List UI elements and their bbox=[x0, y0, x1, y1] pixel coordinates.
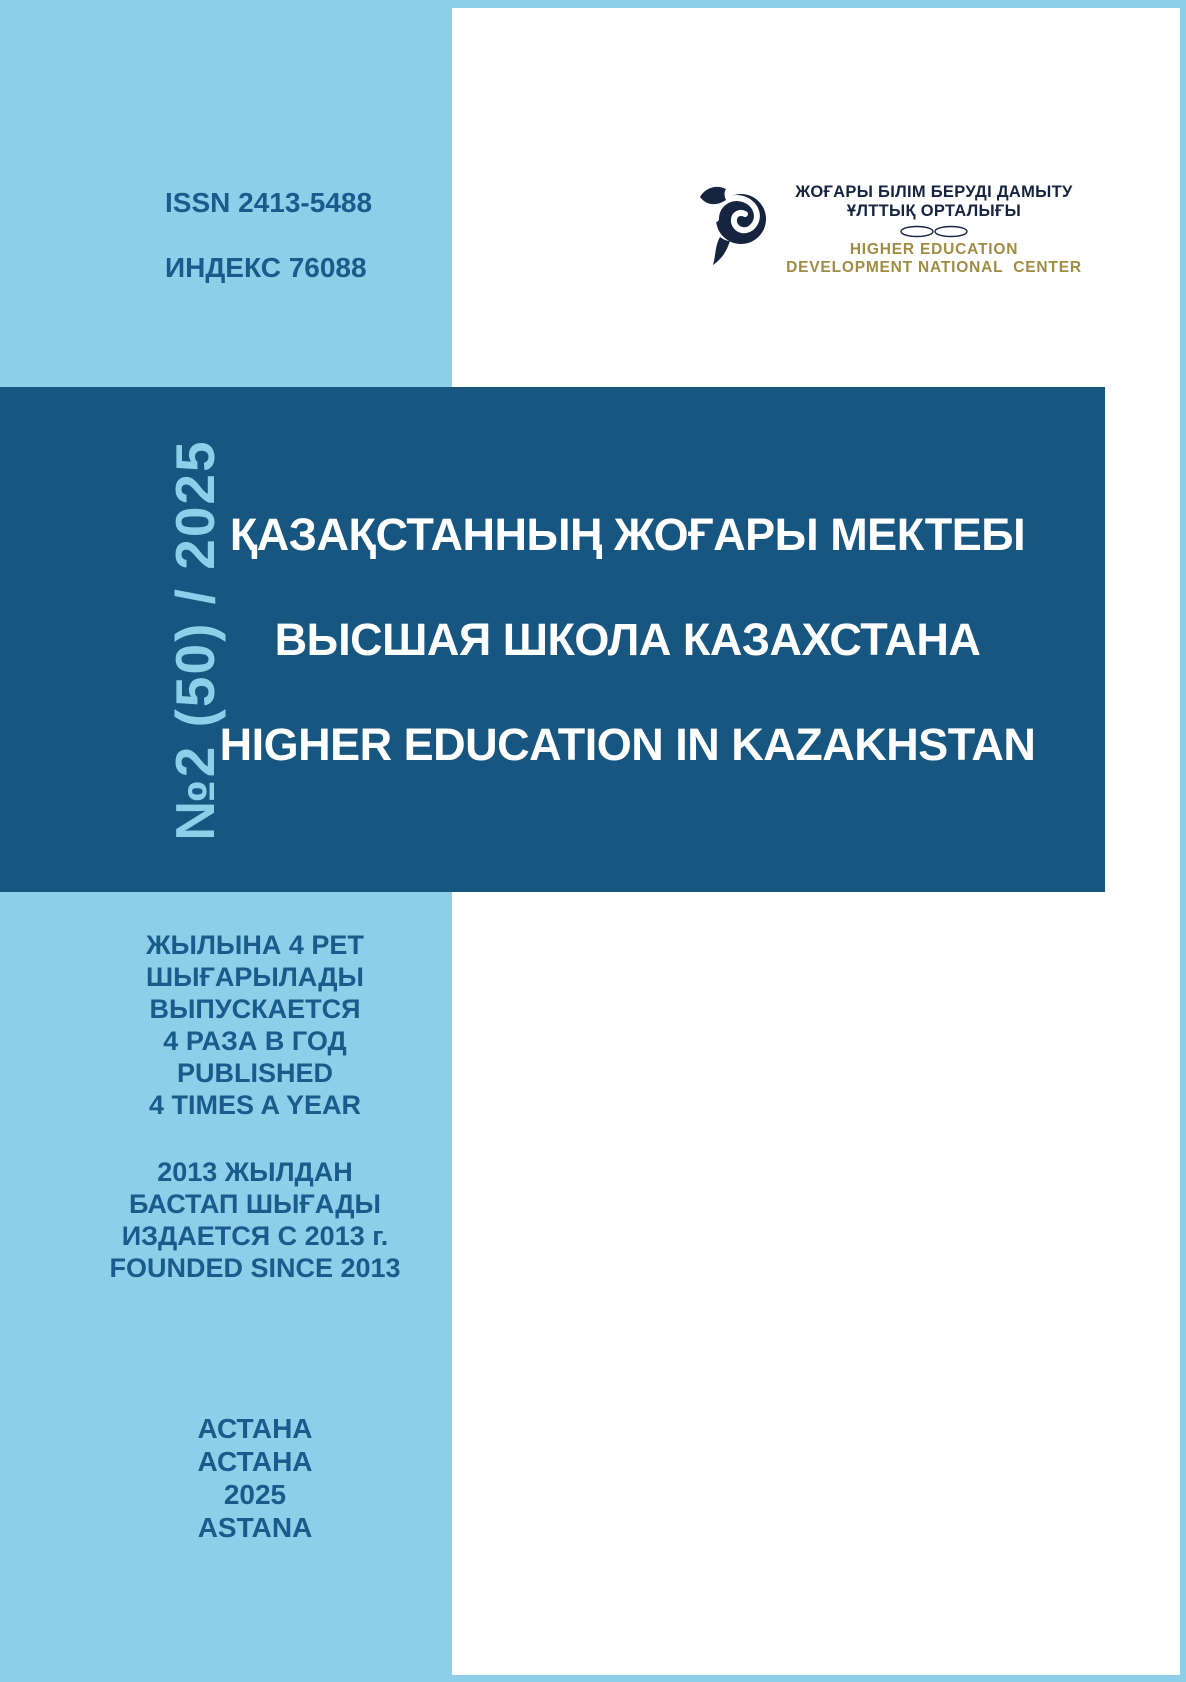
imprint-block bbox=[60, 1412, 450, 1544]
founded-line: FOUNDED SINCE 2013 bbox=[109, 1253, 401, 1283]
subscription-index: ИНДЕКС 76088 bbox=[165, 252, 367, 283]
journal-titles bbox=[150, 387, 1105, 892]
issn-number: ISSN 2413-5488 bbox=[165, 187, 373, 218]
imprint-line: 2025 bbox=[223, 1479, 287, 1510]
journal-title-kk: ҚАЗАҚСТАННЫҢ ЖОҒАРЫ МЕКТЕБІ bbox=[229, 508, 1026, 560]
founded-line: ИЗДАЕТСЯ С 2013 г. bbox=[121, 1221, 389, 1251]
frequency-block bbox=[60, 929, 450, 1121]
founded-block bbox=[60, 1156, 450, 1284]
issue-number: №2 (50) / 2025 bbox=[164, 439, 226, 841]
page-border-bottom bbox=[452, 1675, 1186, 1682]
imprint-line: АСТАНА bbox=[197, 1413, 313, 1444]
frequency-line: 4 TIMES A YEAR bbox=[148, 1090, 362, 1120]
frequency-line: PUBLISHED bbox=[176, 1058, 333, 1088]
page-border-top bbox=[452, 0, 1186, 8]
founded-line: 2013 ЖЫЛДАН bbox=[157, 1157, 353, 1187]
founded-line: БАСТАП ШЫҒАДЫ bbox=[129, 1189, 381, 1219]
publisher-logo bbox=[698, 183, 1084, 277]
publisher-name-en-line1: HIGHER EDUCATION bbox=[849, 241, 1019, 258]
imprint-line: АСТАНА bbox=[197, 1446, 313, 1477]
publisher-name bbox=[784, 183, 1084, 277]
swirl-ornament-icon bbox=[698, 186, 770, 266]
imprint-line: ASTANA bbox=[197, 1512, 313, 1543]
frequency-line: ЖЫЛЫНА 4 РЕТ bbox=[146, 930, 364, 960]
frequency-line: 4 РАЗА В ГОД bbox=[163, 1026, 347, 1056]
issn-index-block bbox=[165, 186, 372, 285]
publisher-name-en-line2: DEVELOPMENT NATIONAL CENTER bbox=[786, 259, 1082, 276]
publisher-name-kk-line2: ҰЛТТЫҚ ОРТАЛЫҒЫ bbox=[846, 202, 1022, 220]
frequency-line: ШЫҒАРЫЛАДЫ bbox=[146, 962, 364, 992]
journal-title-ru: ВЫСШАЯ ШКОЛА КАЗАХСТАНА bbox=[274, 613, 981, 665]
publisher-name-kk-line1: ЖОҒАРЫ БІЛІМ БЕРУДІ ДАМЫТУ bbox=[795, 183, 1073, 201]
page-border-right bbox=[1180, 0, 1186, 1682]
frequency-line: ВЫПУСКАЕТСЯ bbox=[149, 994, 361, 1024]
journal-title-en: HIGHER EDUCATION IN KAZAKHSTAN bbox=[219, 718, 1036, 770]
infinity-icon bbox=[899, 225, 969, 238]
